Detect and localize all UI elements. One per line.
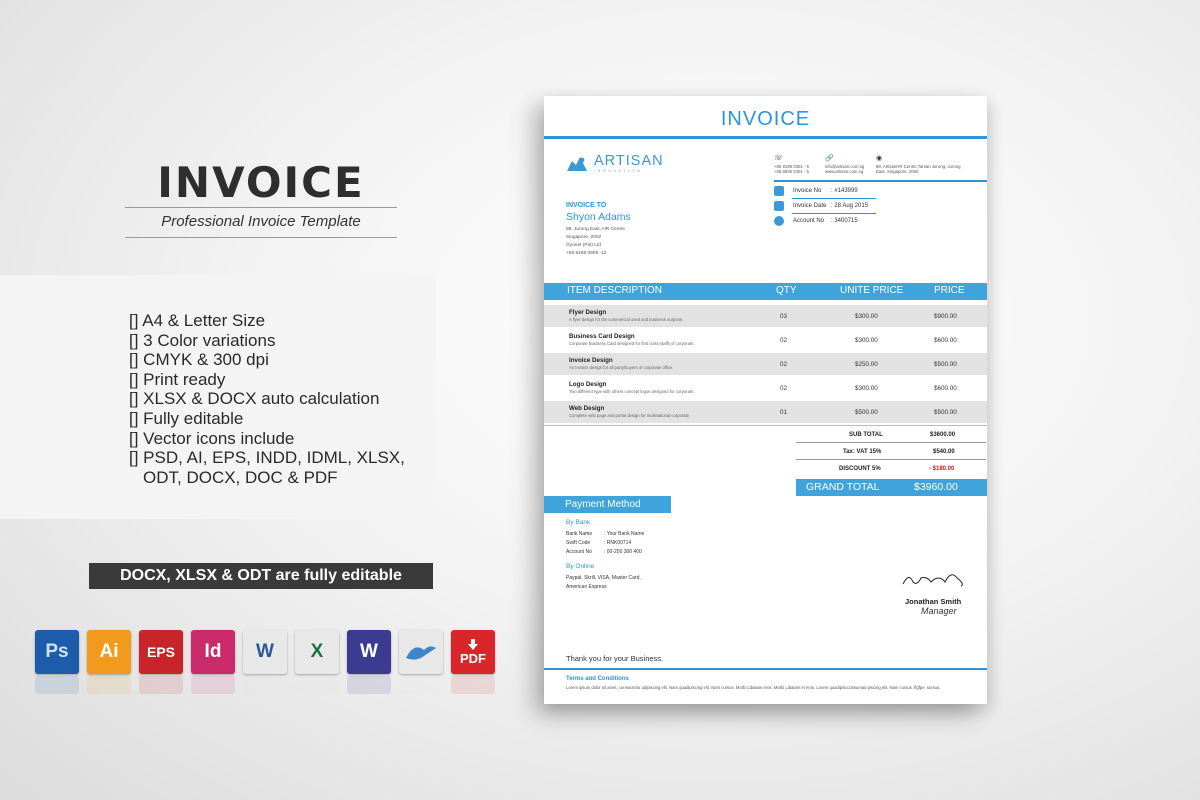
indesign-icon: Id [191, 630, 235, 674]
items-table-header: ITEM DESCRIPTION QTY UNITE PRICE PRICE [544, 283, 987, 300]
feature-item: [] CMYK & 300 dpi [129, 350, 269, 370]
grand-total-bar: GRAND TOTAL $3960.00 [796, 479, 987, 496]
company-name: ARTISAN [594, 153, 664, 169]
terms-title: Terms and Conditions [566, 676, 629, 682]
word-doc-icon: W [347, 630, 391, 674]
account-icon [774, 216, 784, 226]
discount-row: DISCOUNT 5% - $180.00 [839, 466, 955, 472]
payment-method-title: Payment Method [544, 496, 671, 513]
feature-item-text: [] PSD, AI, EPS, INDD, IDML, XLSX, [129, 448, 405, 468]
promo-subtitle: Professional Invoice Template [161, 213, 361, 230]
feature-list [0, 275, 436, 519]
feature-item: [] Print ready [129, 369, 226, 389]
editable-note: DOCX, XLSX & ODT are fully editable [89, 563, 433, 589]
promo-divider-bottom [125, 237, 397, 238]
thank-you-note: Thank you for your Business. [566, 654, 664, 663]
link-icon: 🔗 [825, 155, 834, 162]
signature-block [899, 566, 969, 616]
company-tagline: INNOVATION [594, 168, 643, 173]
invoice-document: INVOICE ARTISAN INNOVATION ☏ +65 8198 0301 - 5 +65 8835 0401 - 5 🔗 info@artisan.com.sg www.artisan.com.sg ◉ 88, ArtisanHR Centre,Taman Jurong, Jurong East, Singapore, 2002 Invoice No : #143999 Invoice Date : 28 Aug 2015 Account No : 3400715 INVOICE TO Shyon Adams 88, Jurong East, HR Centre Singapore, 2002 Gyonet (Pvt) Ltd +65 8198 0909 -12 ITEM DESCRIPTION QTY UNITE PRICE PRICE Flyer Design A flyer design for the commercial used and business ourpose. 03 $300.00 $900.00 Business Card Design Corporate Business Card designed for first class staffs of corporate. 02 $300.00 $600.00 Invoice Design An Invoice design for all party/buyers of corporate office. 02 $250.00 $500.00 Logo Design Two different type with others concept logos designed for corporate. 02 $300.00 $600.00 Web Design Complete web page and portal design for multinational corporate. 01 $500.00 $500.00 SUB TOTAL $3600.00 Tax: VAT 15% $540.00 DISCOUNT 5% - $180.00 GRAND TOTAL $3960.00 Payment Method By Bank Bank Name : Your Bank Name Swift Code : RNK00714 Account No : 00-200 300 400 By Online Paypal, Skrill, VISA, Master Card, American Express Jonathan Smith Manager Thank you for your Business. Terms and Conditions Lorem ipsum dolor sit amet, consectetur adipiscing elit. Nam quadipiscing elit. Nam cursus. Morbi Libalam eros. Morbi Libalam et eros. Lorem quadipiscconsumad piscing elit. Nam cursus. ffgfpe. sursus. [544, 96, 987, 704]
invoice-no-row: Invoice No : #143999 [774, 186, 858, 196]
invoice-date-row: Invoice Date : 28 Aug 2015 [774, 201, 868, 211]
signature-icon [899, 566, 969, 592]
excel-icon: X [295, 630, 339, 674]
tax-row: Tax: VAT 15% $540.00 [796, 446, 986, 460]
location-pin-icon: ◉ [876, 155, 883, 162]
feature-item: [] XLSX & DOCX auto calculation [129, 389, 380, 409]
contact-rule [774, 180, 987, 182]
promo-divider-top [125, 207, 397, 208]
table-row: Logo Design Two different type with others concept logos designed for corporate. 02 $300.00 $600.00 [569, 381, 957, 394]
phone-icon: ☏ [774, 155, 783, 162]
artisan-logo-icon [566, 155, 588, 173]
header-rule [544, 136, 987, 139]
promo-title: INVOICE [157, 158, 365, 207]
invoice-no-icon [774, 186, 784, 196]
account-no-row: Account No : 3400715 [774, 216, 858, 226]
invoice-title: INVOICE [720, 108, 811, 130]
feature-item: [] Fully editable [129, 408, 244, 428]
illustrator-icon: Ai [87, 630, 131, 674]
feature-item: [] Vector icons include [129, 428, 295, 448]
table-row: Invoice Design An Invoice design for all party/buyers of corporate office. 02 $250.00 $500.00 [544, 353, 987, 375]
photoshop-icon: Ps [35, 630, 79, 674]
table-row: Flyer Design A flyer design for the commercial used and business ourpose. 03 $300.00 $900.00 [544, 305, 987, 327]
pdf-icon: PDF [451, 630, 495, 674]
calendar-icon [774, 201, 784, 211]
word-icon: W [243, 630, 287, 674]
client-name: Shyon Adams [566, 211, 631, 223]
contact-phone: ☏ +65 8198 0301 - 5 +65 8835 0401 - 5 [774, 155, 810, 174]
terms-text: Lorem ipsum dolor sit amet, consectetur adipiscing elit. Nam quadipiscing elit. Nam cursus. Morbi Libalam eros. Morbi Libalam et eros. Lorem quadipiscconsumad piscing elit. Nam cursus. ffgfpe. sursus. [566, 685, 941, 690]
contact-address: ◉ 88, ArtisanHR Centre,Taman Jurong, Jurong East, Singapore, 2002 [876, 155, 961, 174]
feature-item [129, 448, 436, 487]
bill-to: INVOICE TO Shyon Adams 88, Jurong East, HR Centre Singapore, 2002 Gyonet (Pvt) Ltd +65 8198 0909 -12 [566, 202, 631, 256]
contact-web: 🔗 info@artisan.com.sg www.artisan.com.sg [825, 155, 865, 174]
company-logo [566, 154, 664, 173]
feature-item-continued: ODT, DOCX, DOC & PDF [143, 467, 338, 487]
signatory-role: Manager [921, 606, 957, 616]
feature-item: [] 3 Color variations [129, 330, 276, 350]
feature-item: [] A4 & Letter Size [129, 311, 266, 330]
openoffice-icon [399, 630, 443, 674]
table-row: Web Design Complete web page and portal design for multinational corporate. 01 $500.00 $500.00 [544, 401, 987, 423]
app-icons [35, 630, 495, 674]
eps-icon: EPS [139, 630, 183, 674]
sub-total-row: SUB TOTAL $3600.00 [796, 429, 986, 443]
signatory-name: Jonathan Smith [905, 597, 962, 606]
table-row: Business Card Design Corporate Business Card designed for first class staffs of corporate. 02 $300.00 $600.00 [569, 333, 957, 346]
